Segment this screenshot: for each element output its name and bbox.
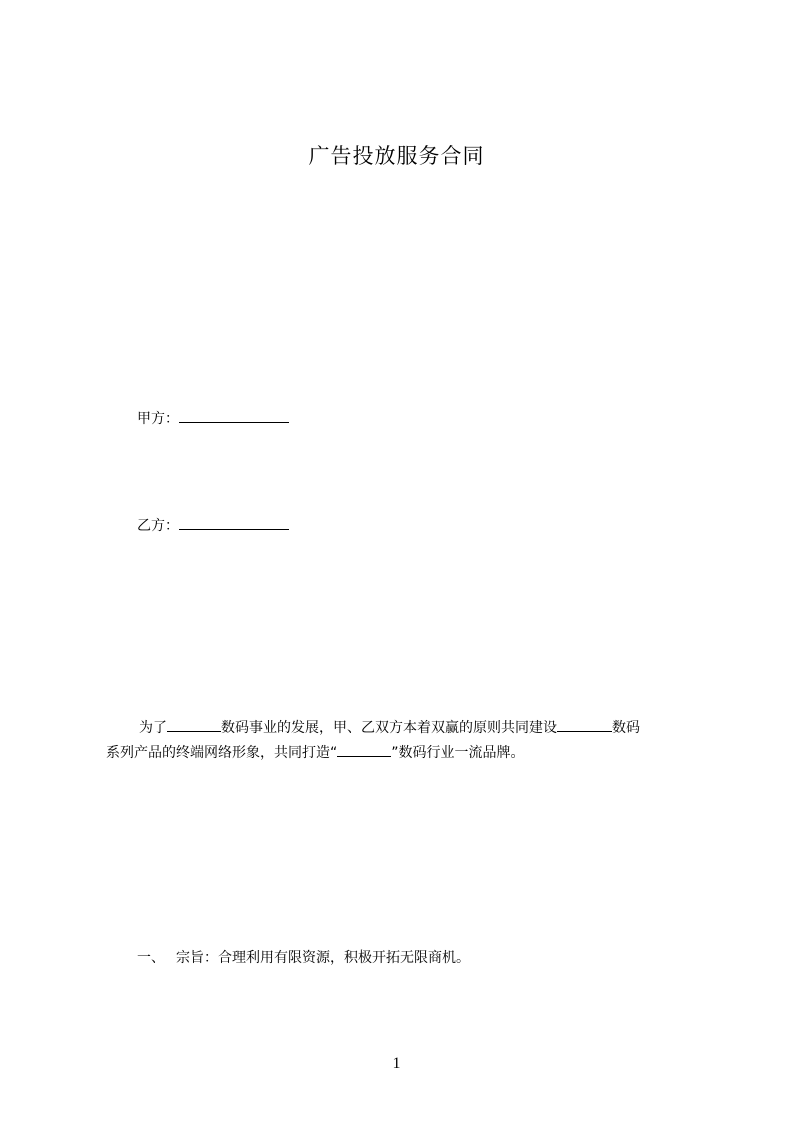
intro-text-2b: ”数码行业一流品牌。 — [391, 745, 525, 761]
party-b-blank — [179, 515, 289, 530]
clause-1-number: 一、 — [137, 950, 165, 966]
intro-paragraph — [106, 716, 706, 766]
intro-blank-2 — [557, 717, 612, 732]
intro-text-2a: 系列产品的终端网络形象，共同打造“ — [106, 745, 338, 761]
party-a-label: 甲方： — [137, 411, 179, 427]
intro-line-1 — [106, 716, 706, 741]
party-a-blank — [179, 408, 289, 423]
clause-1-text: 宗旨：合理利用有限资源，积极开拓无限商机。 — [176, 950, 470, 966]
document-title: 广告投放服务合同 — [308, 144, 485, 168]
clause-1 — [137, 948, 470, 968]
intro-line-2 — [106, 741, 706, 766]
page-number: 1 — [392, 1055, 401, 1072]
party-b-line — [137, 515, 289, 536]
intro-blank-3 — [337, 742, 391, 757]
intro-text-1b: 数码事业的发展，甲、乙双方本着双赢的原则共同建设 — [221, 720, 557, 736]
party-a-line — [137, 408, 289, 429]
intro-blank-1 — [167, 717, 221, 732]
intro-text-1c: 数码 — [612, 720, 640, 736]
intro-text-1a: 为了 — [139, 720, 167, 736]
party-b-label: 乙方： — [137, 518, 179, 534]
